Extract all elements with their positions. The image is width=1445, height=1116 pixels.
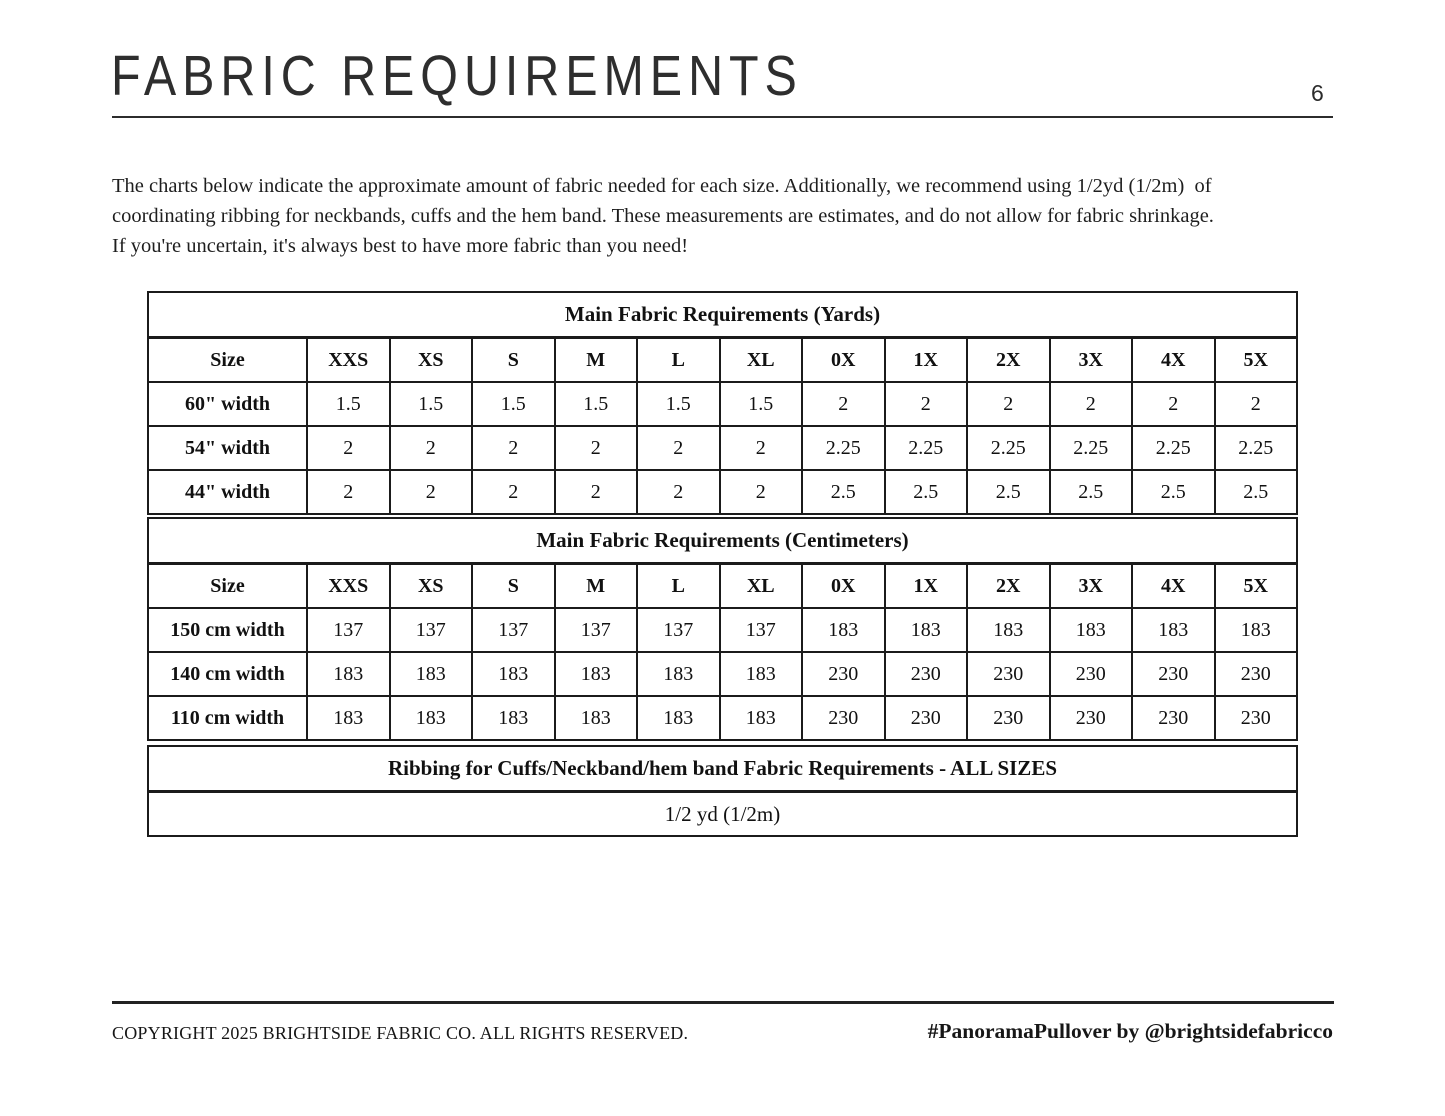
- cell-value: 2.25: [1050, 426, 1133, 470]
- column-header: S: [472, 338, 555, 383]
- column-header: XS: [390, 564, 473, 609]
- column-header: Size: [148, 564, 307, 609]
- cell-value: 137: [472, 608, 555, 652]
- column-header: 1X: [885, 564, 968, 609]
- cell-value: 183: [967, 608, 1050, 652]
- column-header: XL: [720, 338, 803, 383]
- cell-value: 2.5: [885, 470, 968, 514]
- cell-value: 183: [637, 652, 720, 696]
- page-title: FABRIC REQUIREMENTS: [111, 44, 803, 108]
- cell-value: 183: [390, 652, 473, 696]
- ribbing-table-value: 1/2 yd (1/2m): [148, 792, 1297, 837]
- ribbing-requirements-table: [147, 745, 1298, 837]
- cell-value: 137: [555, 608, 638, 652]
- cell-value: 183: [1132, 608, 1215, 652]
- cell-value: 183: [307, 652, 390, 696]
- cell-value: 183: [720, 696, 803, 740]
- column-header: 0X: [802, 564, 885, 609]
- cell-value: 230: [802, 696, 885, 740]
- cell-value: 230: [1050, 696, 1133, 740]
- row-label: 110 cm width: [148, 696, 307, 740]
- cell-value: 230: [885, 652, 968, 696]
- table-header-row: [148, 564, 1297, 609]
- column-header: 5X: [1215, 564, 1298, 609]
- cell-value: 2.25: [885, 426, 968, 470]
- cell-value: 230: [802, 652, 885, 696]
- ribbing-table-title: Ribbing for Cuffs/Neckband/hem band Fabric Requirements - ALL SIZES: [148, 746, 1297, 792]
- cell-value: 2: [720, 426, 803, 470]
- cell-value: 183: [720, 652, 803, 696]
- column-header: XXS: [307, 338, 390, 383]
- credit-text: #PanoramaPullover by @brightsidefabricco: [927, 1019, 1333, 1043]
- cell-value: 183: [555, 652, 638, 696]
- cell-value: 2.5: [802, 470, 885, 514]
- cell-value: 230: [1132, 652, 1215, 696]
- table-row: [148, 746, 1297, 792]
- cell-value: 2: [390, 470, 473, 514]
- column-header: XL: [720, 564, 803, 609]
- cell-value: 1.5: [720, 382, 803, 426]
- row-label: 60" width: [148, 382, 307, 426]
- cell-value: 230: [885, 696, 968, 740]
- table-row: [148, 426, 1297, 470]
- cell-value: 2: [390, 426, 473, 470]
- cell-value: 2: [307, 426, 390, 470]
- cell-value: 2: [1050, 382, 1133, 426]
- column-header: 5X: [1215, 338, 1298, 383]
- table-title-row: [148, 518, 1297, 564]
- row-label: 150 cm width: [148, 608, 307, 652]
- column-header: 4X: [1132, 338, 1215, 383]
- column-header: S: [472, 564, 555, 609]
- cell-value: 183: [472, 652, 555, 696]
- column-header: M: [555, 564, 638, 609]
- cell-value: 2.25: [1132, 426, 1215, 470]
- cell-value: 183: [637, 696, 720, 740]
- page-number: 6: [1311, 80, 1324, 106]
- cell-value: 2: [472, 426, 555, 470]
- cell-value: 2: [1132, 382, 1215, 426]
- cell-value: 2.25: [967, 426, 1050, 470]
- cell-value: 2.5: [967, 470, 1050, 514]
- cell-value: 2.5: [1050, 470, 1133, 514]
- column-header: 3X: [1050, 338, 1133, 383]
- cell-value: 183: [555, 696, 638, 740]
- cell-value: 137: [390, 608, 473, 652]
- footer-divider: [112, 1001, 1334, 1004]
- table-row: [148, 652, 1297, 696]
- cell-value: 1.5: [390, 382, 473, 426]
- cell-value: 230: [1050, 652, 1133, 696]
- row-label: 44" width: [148, 470, 307, 514]
- column-header: 3X: [1050, 564, 1133, 609]
- cell-value: 2.5: [1132, 470, 1215, 514]
- cell-value: 2.5: [1215, 470, 1298, 514]
- column-header: Size: [148, 338, 307, 383]
- column-header: 2X: [967, 338, 1050, 383]
- table-row: [148, 792, 1297, 837]
- copyright-text: COPYRIGHT 2025 BRIGHTSIDE FABRIC CO. ALL RIGHTS RESERVED.: [112, 1023, 689, 1043]
- cell-value: 183: [885, 608, 968, 652]
- cell-value: 2: [307, 470, 390, 514]
- cell-value: 183: [1050, 608, 1133, 652]
- column-header: XS: [390, 338, 473, 383]
- column-header: M: [555, 338, 638, 383]
- fabric-requirements-yards-table: [147, 291, 1298, 515]
- intro-paragraph: [112, 171, 1214, 261]
- cell-value: 2: [802, 382, 885, 426]
- cell-value: 2: [555, 426, 638, 470]
- cell-value: 230: [967, 652, 1050, 696]
- header-divider: [112, 116, 1333, 118]
- cell-value: 1.5: [637, 382, 720, 426]
- column-header: L: [637, 338, 720, 383]
- cell-value: 183: [1215, 608, 1298, 652]
- column-header: 2X: [967, 564, 1050, 609]
- cell-value: 2: [555, 470, 638, 514]
- cell-value: 230: [1215, 652, 1298, 696]
- cell-value: 1.5: [307, 382, 390, 426]
- cell-value: 230: [1215, 696, 1298, 740]
- cell-value: 1.5: [555, 382, 638, 426]
- column-header: 1X: [885, 338, 968, 383]
- cell-value: 137: [637, 608, 720, 652]
- column-header: 4X: [1132, 564, 1215, 609]
- cell-value: 137: [307, 608, 390, 652]
- row-label: 140 cm width: [148, 652, 307, 696]
- cell-value: 2: [720, 470, 803, 514]
- table-header-row: [148, 338, 1297, 383]
- cell-value: 230: [1132, 696, 1215, 740]
- intro-line: The charts below indicate the approximate amount of fabric needed for each size. Additionally, we recommend using 1/2yd (1/2m) of: [112, 175, 1212, 197]
- table-row: [148, 696, 1297, 740]
- cell-value: 2: [637, 470, 720, 514]
- cell-value: 2: [1215, 382, 1298, 426]
- cell-value: 1.5: [472, 382, 555, 426]
- table-row: [148, 470, 1297, 514]
- cell-value: 230: [967, 696, 1050, 740]
- cell-value: 2: [637, 426, 720, 470]
- column-header: XXS: [307, 564, 390, 609]
- table-row: [148, 608, 1297, 652]
- table-row: [148, 382, 1297, 426]
- cell-value: 2: [885, 382, 968, 426]
- row-label: 54" width: [148, 426, 307, 470]
- table-title: Main Fabric Requirements (Centimeters): [148, 518, 1297, 564]
- column-header: L: [637, 564, 720, 609]
- cell-value: 183: [390, 696, 473, 740]
- cell-value: 2: [967, 382, 1050, 426]
- cell-value: 183: [472, 696, 555, 740]
- cell-value: 183: [307, 696, 390, 740]
- column-header: 0X: [802, 338, 885, 383]
- intro-line: coordinating ribbing for neckbands, cuffs and the hem band. These measurements are estimates, and do not allow for fabric shrinkage.: [112, 205, 1214, 227]
- cell-value: 2.25: [1215, 426, 1298, 470]
- cell-value: 2: [472, 470, 555, 514]
- table-title: Main Fabric Requirements (Yards): [148, 292, 1297, 338]
- cell-value: 137: [720, 608, 803, 652]
- cell-value: 2.25: [802, 426, 885, 470]
- fabric-requirements-centimeters-table: [147, 517, 1298, 741]
- table-title-row: [148, 292, 1297, 338]
- intro-line: If you're uncertain, it's always best to have more fabric than you need!: [112, 235, 689, 257]
- cell-value: 183: [802, 608, 885, 652]
